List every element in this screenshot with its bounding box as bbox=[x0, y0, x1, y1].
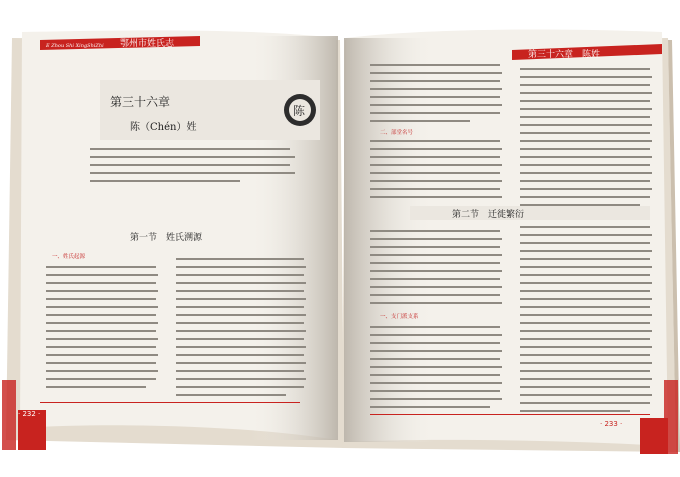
right-section-title: 第二节 迁徙繁衍 bbox=[452, 210, 525, 220]
left-subsection-title: 一、姓氏起源 bbox=[52, 254, 86, 260]
left-running-head: 鄂州市姓氏志 bbox=[120, 39, 175, 49]
svg-text:陈: 陈 bbox=[293, 104, 306, 118]
left-page bbox=[18, 30, 338, 450]
left-page-number: · 232 · bbox=[18, 410, 41, 418]
chapter-surname: 陈（Chén）姓 bbox=[130, 122, 197, 133]
right-page-tab bbox=[640, 418, 668, 454]
right-subsection-title-1: 二、部堂名号 bbox=[380, 130, 414, 136]
chapter-number: 第三十六章 bbox=[110, 95, 171, 109]
left-section-title: 第一节 姓氏溯源 bbox=[130, 233, 203, 243]
left-running-head-roman: E Zhou Shi XingShiZhi bbox=[46, 43, 104, 49]
right-running-head: 第三十六章 陈姓 bbox=[528, 50, 601, 60]
right-page bbox=[344, 30, 668, 454]
right-subsection-title-2: 一、支门派支系 bbox=[380, 314, 419, 320]
right-page-number: · 233 · bbox=[600, 420, 623, 428]
